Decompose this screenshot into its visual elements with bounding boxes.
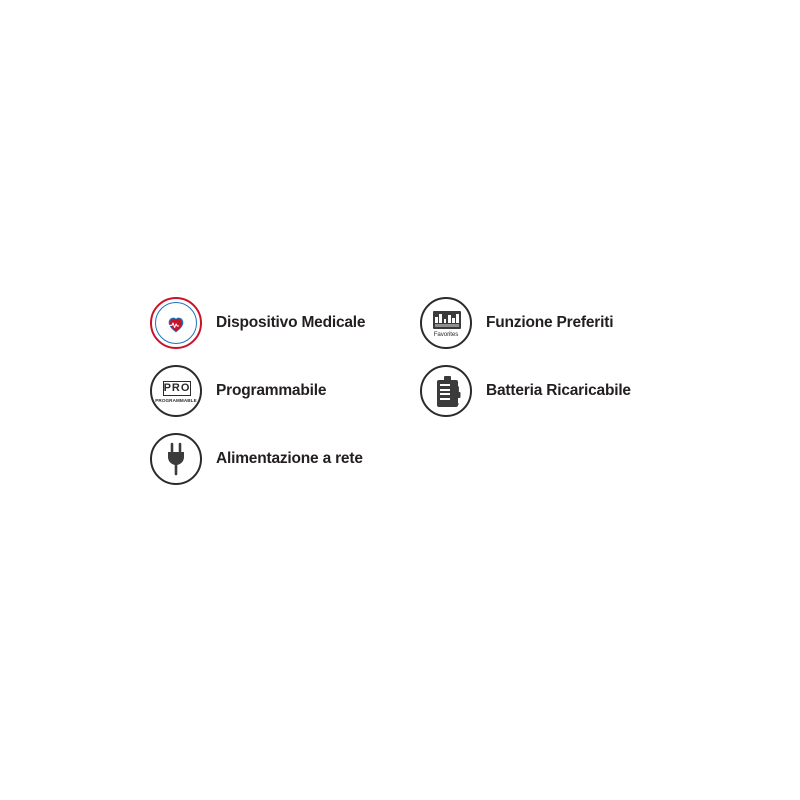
- feature-label: Alimentazione a rete: [216, 450, 363, 468]
- medical-device-icon: [150, 297, 202, 349]
- favorites-icon-caption: Favorites: [433, 331, 459, 338]
- feature-row: [150, 295, 690, 351]
- feature-row: [150, 363, 690, 419]
- feature-item-programmable: [150, 363, 420, 419]
- power-plug-icon: [150, 433, 202, 485]
- feature-item-medical-device: [150, 295, 420, 351]
- feature-row: [150, 431, 690, 487]
- feature-label: Batteria Ricaricabile: [486, 382, 631, 400]
- feature-list: [150, 295, 690, 499]
- favorites-screen-icon: [420, 297, 472, 349]
- pro-icon-text: PRO: [163, 382, 191, 394]
- feature-item-rechargeable-battery: [420, 363, 690, 419]
- feature-label: Programmabile: [216, 382, 327, 400]
- feature-item-favorites: [420, 295, 690, 351]
- rechargeable-battery-icon: [420, 365, 472, 417]
- pro-icon-caption: PROGRAMMABLE: [155, 398, 197, 403]
- feature-item-mains-power: [150, 431, 435, 487]
- pro-programmable-icon: [150, 365, 202, 417]
- feature-label: Dispositivo Medicale: [216, 314, 366, 332]
- feature-label: Funzione Preferiti: [486, 314, 614, 332]
